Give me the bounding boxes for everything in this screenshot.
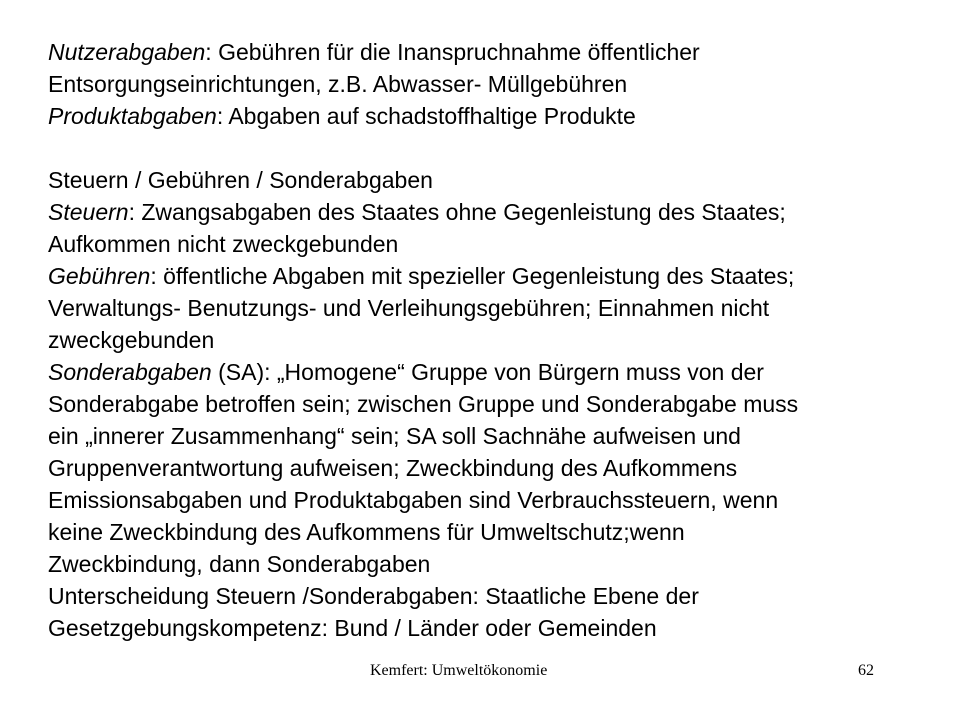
term-label: Produktabgaben [48, 103, 217, 129]
text-line [48, 612, 928, 644]
text-line [48, 196, 928, 228]
text-line [48, 228, 928, 260]
line-text: : öffentliche Abgaben mit spezieller Gegenleistung des Staates; [150, 263, 795, 289]
line-text: Steuern / Gebühren / Sonderabgaben [48, 167, 433, 193]
text-line [48, 68, 928, 100]
term-label: Gebühren [48, 263, 151, 289]
page-number: 62 [858, 662, 874, 679]
text-line [48, 388, 928, 420]
line-text: Unterscheidung Steuern /Sonderabgaben: Staatliche Ebene der [48, 583, 699, 609]
line-text: Aufkommen nicht zweckgebunden [48, 231, 399, 257]
line-text: Verwaltungs- Benutzungs- und Verleihungsgebühren; Einnahmen nicht [48, 295, 770, 321]
line-text: Zweckbindung, dann Sonderabgaben [48, 551, 431, 577]
text-line [48, 548, 928, 580]
line-text: Gesetzgebungskompetenz: Bund / Länder oder Gemeinden [48, 615, 657, 641]
text-line [48, 452, 928, 484]
text-line [48, 484, 928, 516]
slide-body [48, 36, 928, 644]
section-heading [48, 164, 928, 196]
text-line [48, 420, 928, 452]
line-text: keine Zweckbindung des Aufkommens für Umweltschutz;wenn [48, 519, 685, 545]
term-label: Steuern [48, 199, 129, 225]
line-text: Sonderabgabe betroffen sein; zwischen Gruppe und Sonderabgabe muss [48, 391, 799, 417]
line-text: Entsorgungseinrichtungen, z.B. Abwasser- Müllgebühren [48, 71, 628, 97]
term-label: Sonderabgaben [48, 359, 212, 385]
blank-line [48, 132, 928, 164]
line-text: Gruppenverantwortung aufweisen; Zweckbindung des Aufkommens [48, 455, 738, 481]
text-line [48, 260, 928, 292]
text-line [48, 100, 928, 132]
text-line [48, 36, 928, 68]
line-text: ein „innerer Zusammenhang“ sein; SA soll Sachnähe aufweisen und [48, 423, 741, 449]
line-text: : Abgaben auf schadstoffhaltige Produkte [216, 103, 636, 129]
line-text: : Gebühren für die Inanspruchnahme öffentlicher [205, 39, 700, 65]
line-text: (SA): „Homogene“ Gruppe von Bürgern muss von der [211, 359, 764, 385]
text-line [48, 580, 928, 612]
text-line [48, 292, 928, 324]
line-text: : Zwangsabgaben des Staates ohne Gegenleistung des Staates; [128, 199, 786, 225]
text-line [48, 324, 928, 356]
text-line [48, 516, 928, 548]
term-label: Nutzerabgaben [48, 39, 206, 65]
text-line [48, 356, 928, 388]
footer-author: Kemfert: Umweltökonomie [370, 662, 548, 679]
line-text: Emissionsabgaben und Produktabgaben sind Verbrauchssteuern, wenn [48, 487, 779, 513]
line-text: zweckgebunden [48, 327, 215, 353]
